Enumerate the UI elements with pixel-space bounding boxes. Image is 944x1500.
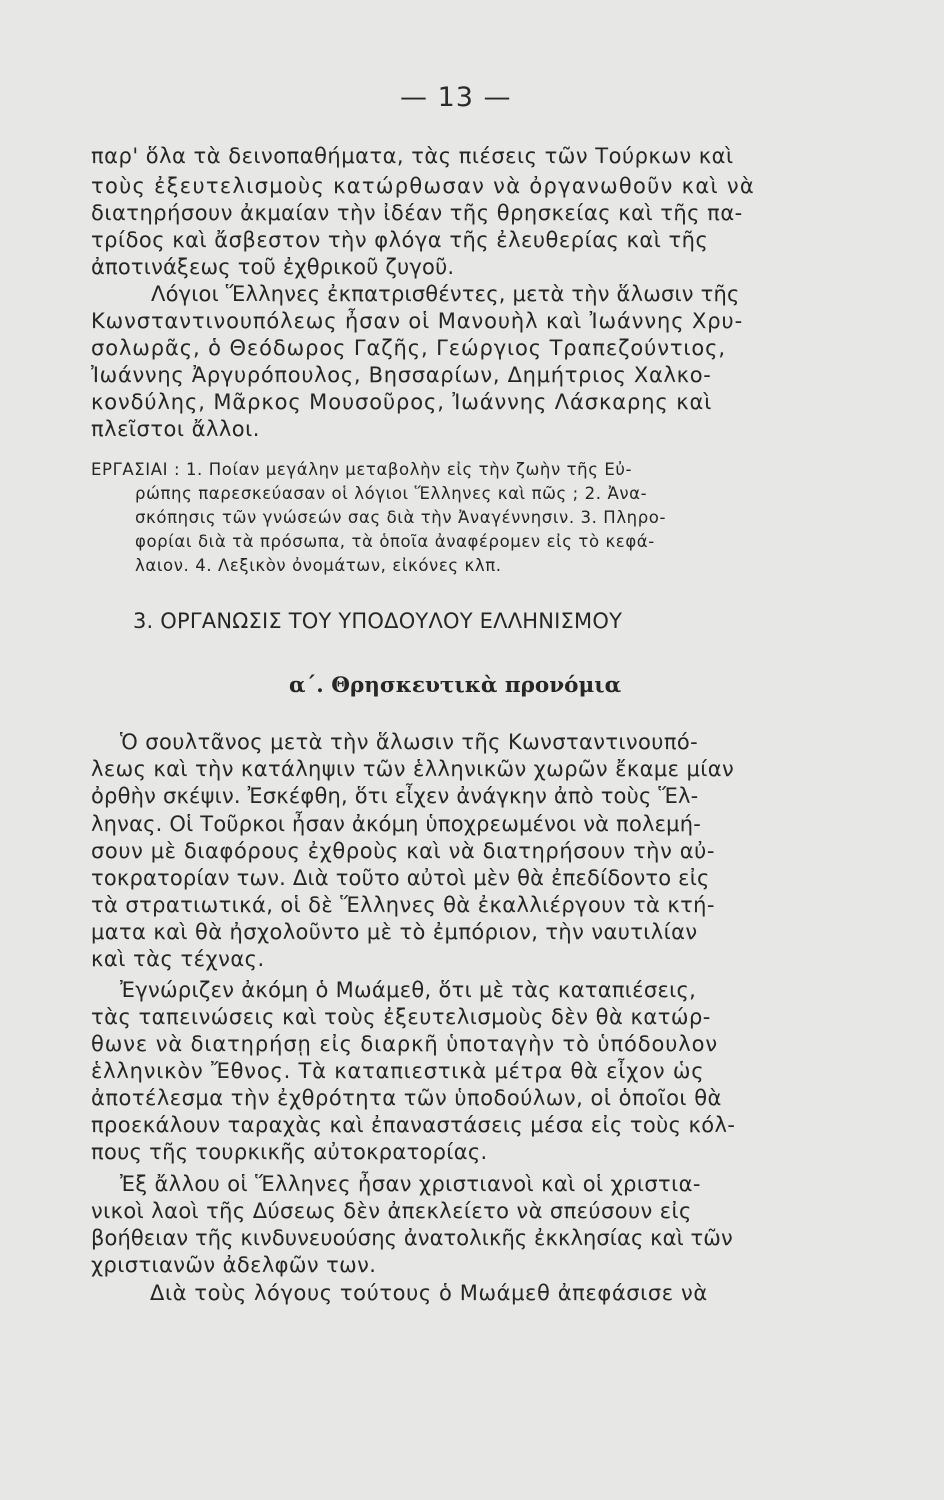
- text-line: Διὰ τοὺς λόγους τούτους ὁ Μωάμεθ ἀπεφάσισε νὰ: [150, 1281, 708, 1305]
- text-line: Ἐγνώριζεν ἀκόμη ὁ Μωάμεθ, ὅτι μὲ τὰς καταπιέσεις,: [120, 978, 697, 1002]
- text-line: ἀποτινάξεως τοῦ ἐχθρικοῦ ζυγοῦ.: [91, 255, 455, 279]
- text-line: τὰ στρατιωτικά, οἱ δὲ Ἕλληνες θὰ ἐκαλλιέργουν τὰ κτή-: [91, 893, 715, 917]
- text-line: πους τῆς τουρκικῆς αὐτοκρατορίας.: [91, 1140, 488, 1164]
- text-line: σουν μὲ διαφόρους ἐχθροὺς καὶ νὰ διατηρήσουν τὴν αὐ-: [91, 839, 716, 863]
- text-line: τρίδος καὶ ἄσβεστον τὴν φλόγα τῆς ἐλευθερίας καὶ τῆς: [91, 228, 709, 252]
- text-line: Κωνσταντινουπόλεως ἦσαν οἱ Μανουὴλ καὶ Ἰωάννης Χρυ-: [91, 309, 744, 333]
- exercise-line: φορίαι διὰ τὰ πρόσωπα, τὰ ὁποῖα ἀναφέρομεν εἰς τὸ κεφά-: [135, 532, 655, 551]
- text-line: χριστιανῶν ἀδελφῶν των.: [91, 1253, 377, 1277]
- text-line: πλεῖστοι ἄλλοι.: [91, 417, 260, 441]
- text-line: λεως καὶ τὴν κατάληψιν τῶν ἑλληνικῶν χωρῶν ἔκαμε μίαν: [91, 757, 735, 781]
- text-line: βοήθειαν τῆς κινδυνευούσης ἀνατολικῆς ἐκκλησίας καὶ τῶν: [91, 1226, 733, 1250]
- text-line: προεκάλουν ταραχὰς καὶ ἐπαναστάσεις μέσα εἰς τοὺς κόλ-: [91, 1113, 736, 1137]
- exercise-line: σκόπησις τῶν γνώσεών σας διὰ τὴν Ἀναγέννησιν. 3. Πληρο-: [135, 508, 667, 527]
- exercise-line: λαιον. 4. Λεξικὸν ὀνομάτων, εἰκόνες κλπ.: [135, 556, 502, 575]
- exercise-line: ρώπης παρεσκεύασαν οἱ λόγιοι Ἕλληνες καὶ πῶς ; 2. Ἀνα-: [135, 484, 648, 503]
- text-line: Ἐξ ἄλλου οἱ Ἕλληνες ἦσαν χριστιανοὶ καὶ οἱ χριστια-: [120, 1172, 701, 1196]
- section-heading: 3. ΟΡΓΑΝΩΣΙΣ ΤΟΥ ΥΠΟΔΟΥΛΟΥ ΕΛΛΗΝΙΣΜΟΥ: [133, 609, 623, 633]
- subsection-heading: α΄. Θρησκευτικὰ προνόμια: [289, 673, 622, 698]
- text-line: καὶ τὰς τέχνας.: [91, 947, 265, 971]
- page-number: — 13 —: [400, 82, 512, 113]
- text-line: παρ' ὅλα τὰ δεινοπαθήματα, τὰς πιέσεις τῶν Τούρκων καὶ: [91, 144, 734, 168]
- text-line: τοὺς ἐξευτελισμοὺς κατώρθωσαν νὰ ὀργανωθοῦν καὶ νὰ: [91, 174, 756, 198]
- text-line: κονδύλης, Μᾶρκος Μουσοῦρος, Ἰωάννης Λάσκαρης καὶ: [91, 390, 713, 414]
- text-line: διατηρήσουν ἀκμαίαν τὴν ἰδέαν τῆς θρησκείας καὶ τῆς πα-: [91, 201, 743, 225]
- text-line: τὰς ταπεινώσεις καὶ τοὺς ἐξευτελισμοὺς δὲν θὰ κατώρ-: [91, 1005, 711, 1029]
- text-line: τοκρατορίαν των. Διὰ τοῦτο αὐτοὶ μὲν θὰ ἐπεδίδοντο εἰς: [91, 866, 710, 890]
- text-line: ἀποτέλεσμα τὴν ἐχθρότητα τῶν ὑποδούλων, οἱ ὁποῖοι θὰ: [91, 1086, 722, 1110]
- text-line: ἑλληνικὸν Ἔθνος. Τὰ καταπιεστικὰ μέτρα θὰ εἶχον ὡς: [91, 1059, 705, 1083]
- text-line: Λόγιοι Ἕλληνες ἐκπατρισθέντες, μετὰ τὴν ἅλωσιν τῆς: [151, 282, 740, 306]
- text-line: σολωρᾶς, ὁ Θεόδωρος Γαζῆς, Γεώργιος Τραπεζούντιος,: [91, 336, 726, 360]
- text-line: νικοὶ λαοὶ τῆς Δύσεως δὲν ἀπεκλείετο νὰ σπεύσουν εἰς: [91, 1199, 692, 1223]
- text-line: θωνε νὰ διατηρήσῃ εἰς διαρκῆ ὑποταγὴν τὸ ὑπόδουλον: [91, 1032, 719, 1056]
- text-line: ὀρθὴν σκέψιν. Ἐσκέφθη, ὅτι εἶχεν ἀνάγκην ἀπὸ τοὺς Ἕλ-: [91, 784, 699, 808]
- text-line: Ὁ σουλτᾶνος μετὰ τὴν ἅλωσιν τῆς Κωνσταντινουπό-: [120, 730, 699, 754]
- text-line: ματα καὶ θὰ ἠσχολοῦντο μὲ τὸ ἐμπόριον, τὴν ναυτιλίαν: [91, 920, 698, 944]
- text-line: Ἰωάννης Ἀργυρόπουλος, Βησσαρίων, Δημήτριος Χαλκο-: [91, 363, 712, 387]
- text-line: ληνας. Οἱ Τοῦρκοι ἦσαν ἀκόμη ὑποχρεωμένοι νὰ πολεμή-: [91, 812, 702, 836]
- exercise-line: ΕΡΓΑΣΙΑΙ : 1. Ποίαν μεγάλην μεταβολὴν εἰς τὴν ζωὴν τῆς Εὐ-: [91, 460, 633, 479]
